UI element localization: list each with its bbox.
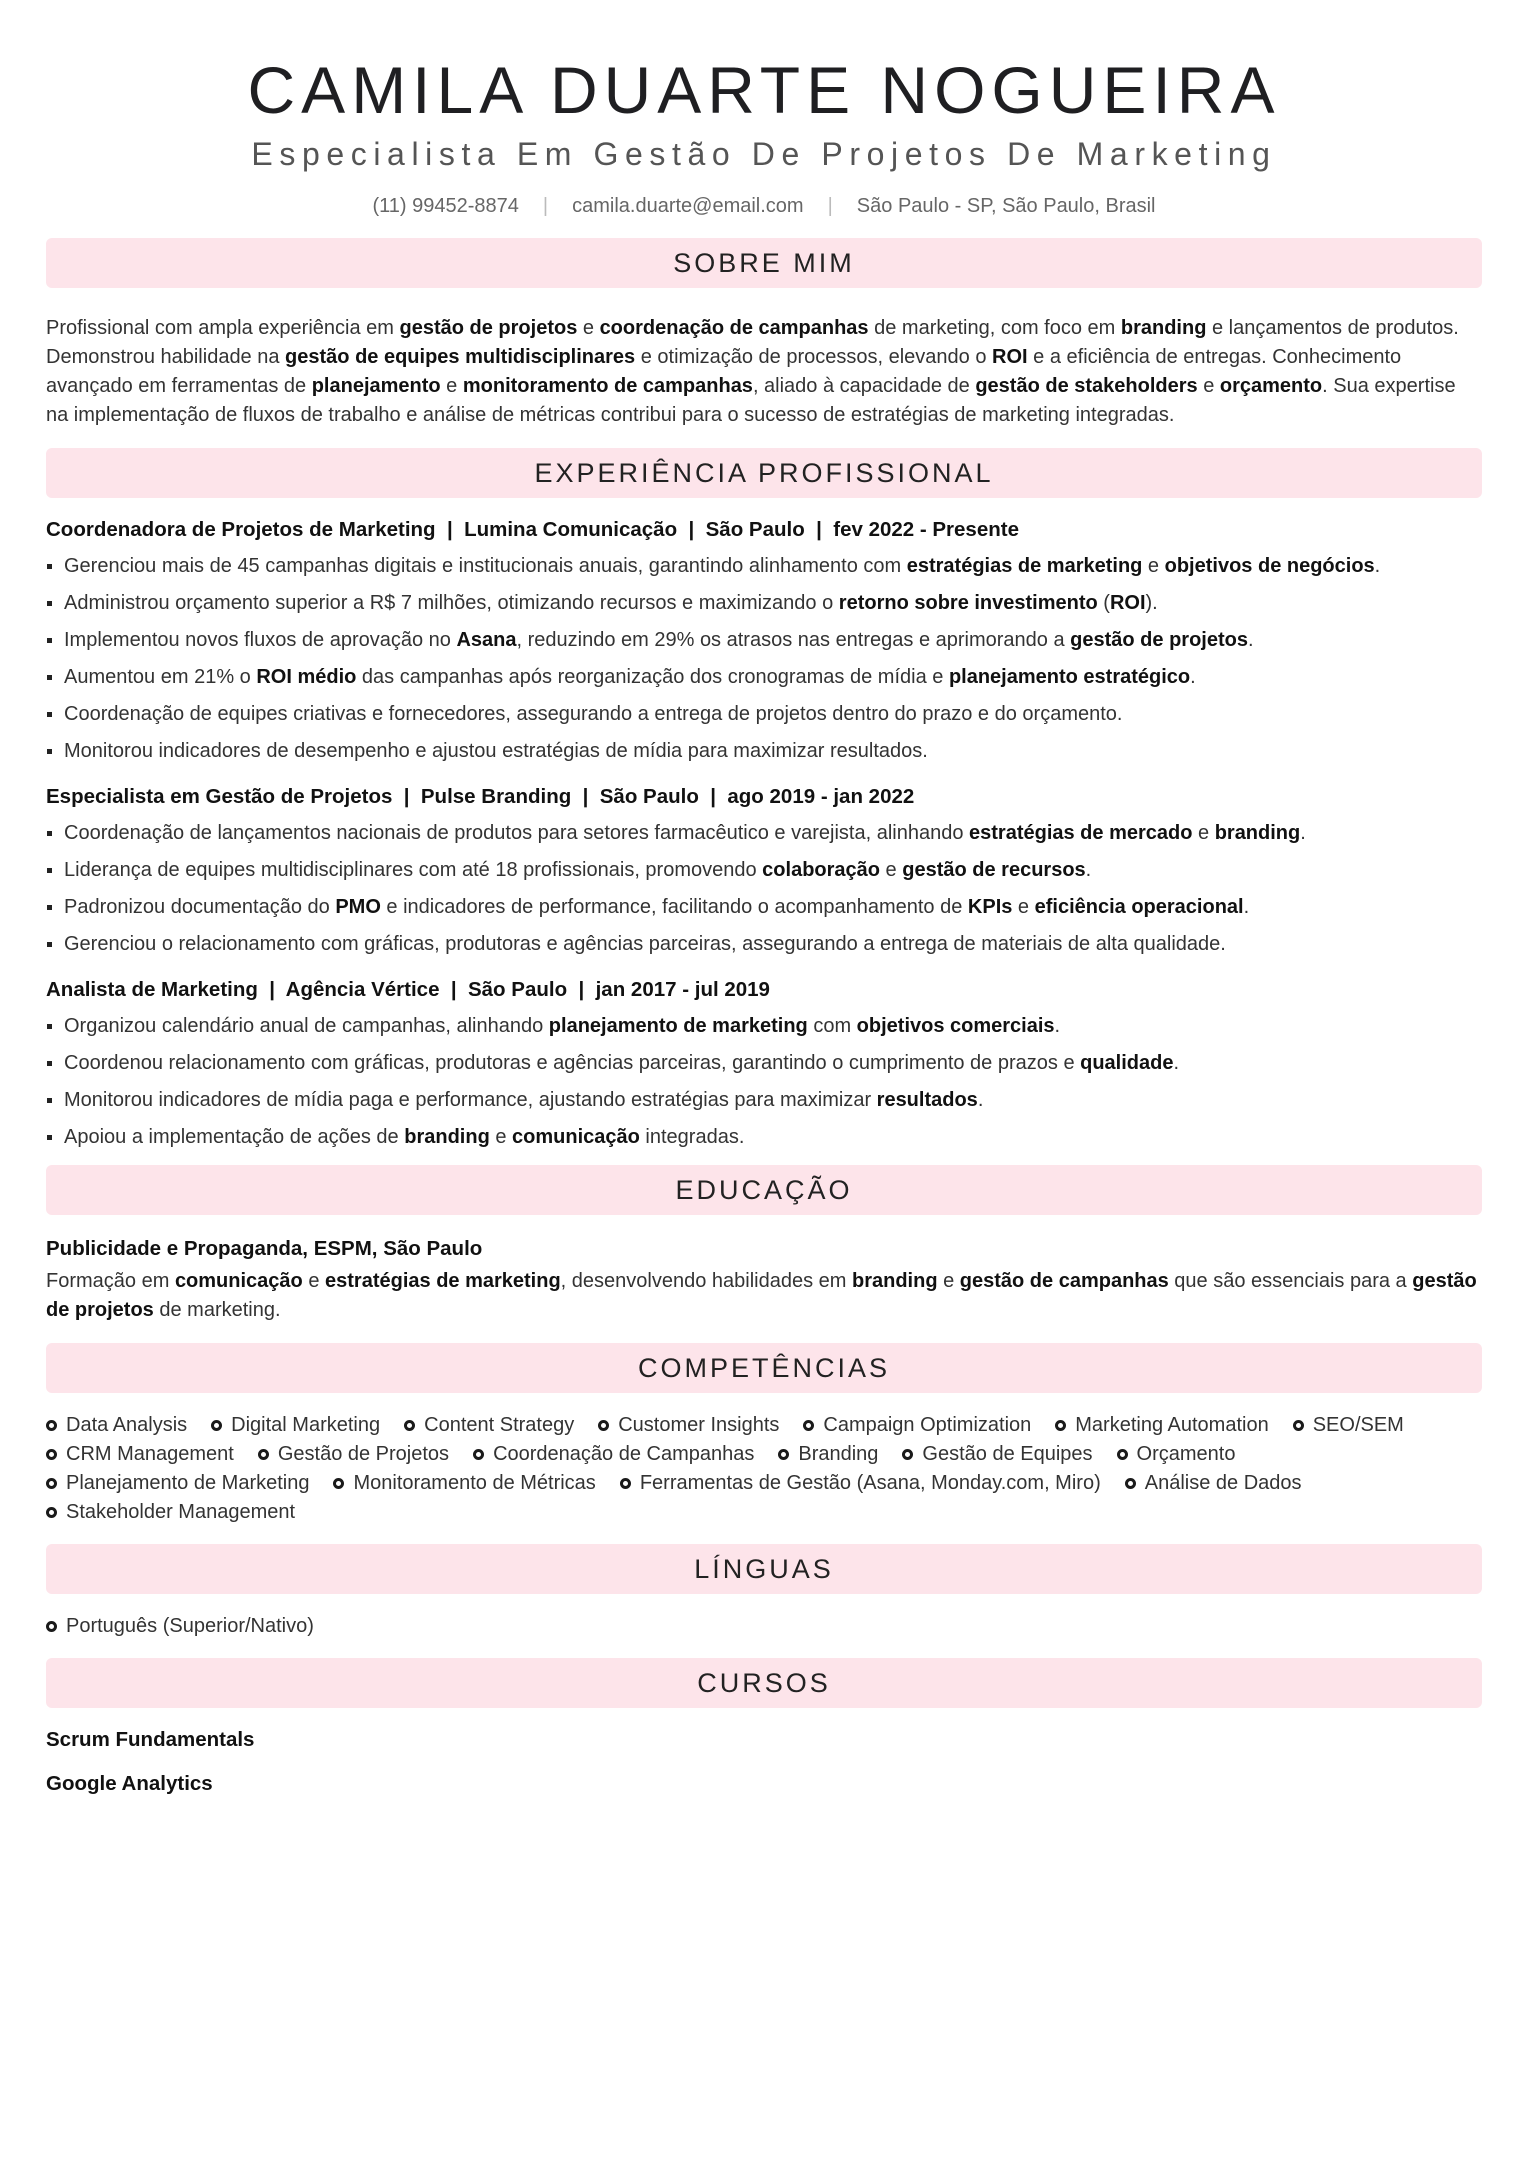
- bold-keyword: branding: [1120, 317, 1207, 339]
- job-bullet: [46, 1012, 1482, 1040]
- job-bullet: [46, 737, 1482, 765]
- bold-keyword: PMO: [335, 896, 381, 918]
- bold-keyword: planejamento de marketing: [548, 1015, 808, 1037]
- text-run: , aliado à capacidade de: [752, 375, 976, 397]
- job-bullet: [46, 856, 1482, 884]
- text-run: e lançamentos de produtos. Demonstrou habilidade na: [46, 317, 1459, 368]
- text-run: de marketing.: [153, 1299, 281, 1321]
- text-run: integradas.: [639, 1126, 745, 1148]
- text-run: Aumentou em 21% o: [64, 666, 257, 688]
- job-bullet: [46, 663, 1482, 691]
- skill-item-label: Gestão de Equipes: [922, 1443, 1093, 1465]
- bold-keyword: eficiência operacional: [1034, 896, 1244, 918]
- bold-keyword: planejamento estratégico: [948, 666, 1191, 688]
- bold-keyword: orçamento: [1219, 375, 1323, 397]
- skill-item-label: Gestão de Projetos: [277, 1443, 450, 1465]
- text-run: que são essenciais para a: [1168, 1270, 1413, 1292]
- skills-list: [46, 1411, 1482, 1526]
- skill-item-label: Stakeholder Management: [66, 1501, 296, 1523]
- text-run: e: [937, 1270, 960, 1292]
- job-title: Coordenadora de Projetos de Marketing | Lumina Comunicação | São Paulo | fev 2022 - Presente: [46, 518, 1019, 541]
- skill-item-label: SEO/SEM: [1312, 1414, 1404, 1436]
- skill-item: [598, 1411, 779, 1439]
- text-run: Organizou calendário anual de campanhas, alinhando: [64, 1015, 549, 1037]
- circle-bullet-icon: [333, 1478, 344, 1489]
- text-run: e a eficiência de entregas. Conhecimento avançado em ferramentas de: [46, 346, 1402, 397]
- section-header-languages: LÍNGUAS: [46, 1544, 1482, 1594]
- text-run: Formação em: [46, 1270, 175, 1292]
- text-run: de marketing, com foco em: [868, 317, 1121, 339]
- bold-keyword: KPIs: [967, 896, 1013, 918]
- contact-line: [46, 192, 1482, 220]
- text-run: .: [1085, 859, 1092, 881]
- text-run: .: [1300, 822, 1306, 844]
- text-run: e: [440, 375, 463, 397]
- bold-keyword: Asana: [456, 629, 517, 651]
- skill-item-label: Content Strategy: [424, 1414, 575, 1436]
- about-paragraph: [46, 314, 1482, 430]
- text-run: , desenvolvendo habilidades em: [560, 1270, 852, 1292]
- bold-keyword: gestão de projetos: [46, 1270, 1477, 1321]
- skill-item: [46, 1498, 295, 1526]
- location-text: São Paulo - SP, São Paulo, Brasil: [856, 195, 1156, 217]
- email-text: camila.duarte@email.com: [572, 195, 804, 217]
- text-run: Apoiou a implementação de ações de: [64, 1126, 405, 1148]
- section-header-experience: EXPERIÊNCIA PROFISSIONAL: [46, 448, 1482, 498]
- text-run: Liderança de equipes multidisciplinares com até 18 profissionais, promovendo: [64, 859, 763, 881]
- job-bullet: [46, 589, 1482, 617]
- job-bullets: [46, 1012, 1482, 1151]
- job-bullet: [46, 552, 1482, 580]
- job-bullet: [46, 700, 1482, 728]
- text-run: com: [807, 1015, 857, 1037]
- circle-bullet-icon: [620, 1478, 631, 1489]
- text-run: .: [1173, 1052, 1180, 1074]
- text-run: , reduzindo em 29% os atrasos nas entregas e aprimorando a: [516, 629, 1071, 651]
- skill-item: [333, 1469, 595, 1497]
- experience-list: [46, 516, 1482, 1151]
- skill-item-label: Ferramentas de Gestão (Asana, Monday.com, Miro): [639, 1472, 1101, 1494]
- text-run: .: [1374, 555, 1381, 577]
- bold-keyword: ROI: [992, 346, 1028, 368]
- bold-keyword: estratégias de mercado: [969, 822, 1193, 844]
- job-bullet: [46, 626, 1482, 654]
- skill-item-label: Campaign Optimization: [823, 1414, 1032, 1436]
- skill-item: [1293, 1411, 1404, 1439]
- skill-item-label: Data Analysis: [66, 1414, 188, 1436]
- bold-keyword: retorno sobre investimento: [838, 592, 1098, 614]
- text-run: Coordenação de lançamentos nacionais de produtos para setores farmacêutico e varejista, alinhando: [64, 822, 969, 844]
- text-run: . Sua expertise na implementação de fluxos de trabalho e análise de métricas contribui para o sucesso de estratégias de marketing integradas.: [46, 375, 1456, 426]
- job-bullets: [46, 552, 1482, 765]
- bold-keyword: gestão de projetos: [399, 317, 578, 339]
- bold-keyword: branding: [404, 1126, 490, 1148]
- job-bullet: [46, 1049, 1482, 1077]
- skill-item-label: Coordenação de Campanhas: [493, 1443, 755, 1465]
- course-item: Google Analytics: [46, 1772, 213, 1795]
- bold-keyword: gestão de stakeholders: [975, 375, 1198, 397]
- bold-keyword: objetivos comerciais: [856, 1015, 1055, 1037]
- text-run: Gerenciou o relacionamento com gráficas, produtoras e agências parceiras, assegurando a entrega de materiais de alta qualidade.: [64, 933, 1226, 955]
- separator: |: [827, 195, 833, 217]
- section-header-skills: COMPETÊNCIAS: [46, 1343, 1482, 1393]
- bold-keyword: resultados: [876, 1089, 978, 1111]
- text-run: e: [489, 1126, 513, 1148]
- bold-keyword: ROI: [1109, 592, 1146, 614]
- text-run: Monitorou indicadores de mídia paga e performance, ajustando estratégias para maximizar: [64, 1089, 877, 1111]
- skill-item-label: Branding: [798, 1443, 879, 1465]
- education-description: [46, 1267, 1482, 1325]
- education-title: Publicidade e Propaganda, ESPM, São Paulo: [46, 1237, 483, 1260]
- skill-item: [1125, 1469, 1302, 1497]
- skill-item: [46, 1469, 309, 1497]
- skill-item: [258, 1440, 449, 1468]
- skill-item: [1117, 1440, 1236, 1468]
- bold-keyword: comunicação: [174, 1270, 303, 1292]
- circle-bullet-icon: [473, 1449, 484, 1460]
- section-header-about: SOBRE MIM: [46, 238, 1482, 288]
- circle-bullet-icon: [778, 1449, 789, 1460]
- skill-item-label: Customer Insights: [618, 1414, 780, 1436]
- circle-bullet-icon: [211, 1420, 222, 1431]
- skill-item: [404, 1411, 574, 1439]
- bold-keyword: objetivos de negócios: [1164, 555, 1375, 577]
- bold-keyword: qualidade: [1080, 1052, 1174, 1074]
- text-run: e: [1192, 822, 1215, 844]
- skill-item-label: Análise de Dados: [1144, 1472, 1302, 1494]
- job-title: Especialista em Gestão de Projetos | Pulse Branding | São Paulo | ago 2019 - jan 2022: [46, 785, 915, 808]
- bold-keyword: estratégias de marketing: [906, 555, 1143, 577]
- job-bullet: [46, 930, 1482, 958]
- skill-item-label: Marketing Automation: [1075, 1414, 1269, 1436]
- text-run: Profissional com ampla experiência em: [46, 317, 400, 339]
- skill-item-label: Digital Marketing: [231, 1414, 381, 1436]
- skill-item: [1055, 1411, 1268, 1439]
- text-run: Administrou orçamento superior a R$ 7 milhões, otimizando recursos e maximizando o: [64, 592, 839, 614]
- separator: |: [542, 195, 549, 217]
- job-bullet: [46, 1086, 1482, 1114]
- candidate-title: Especialista Em Gestão De Projetos De Marketing: [251, 136, 1277, 172]
- bold-keyword: monitoramento de campanhas: [462, 375, 753, 397]
- circle-bullet-icon: [1055, 1420, 1066, 1431]
- job-bullet: [46, 819, 1482, 847]
- courses-list: [46, 1726, 1482, 1798]
- text-run: e: [1142, 555, 1165, 577]
- text-run: (: [1097, 592, 1110, 614]
- text-run: .: [1190, 666, 1196, 688]
- text-run: Gerenciou mais de 45 campanhas digitais e institucionais anuais, garantindo alinhamento com: [64, 555, 907, 577]
- bold-keyword: comunicação: [512, 1126, 640, 1148]
- bold-keyword: gestão de campanhas: [959, 1270, 1169, 1292]
- text-run: .: [1243, 896, 1250, 918]
- text-run: e otimização de processos, elevando o: [635, 346, 993, 368]
- text-run: e: [1012, 896, 1035, 918]
- circle-bullet-icon: [46, 1420, 57, 1431]
- text-run: e: [880, 859, 903, 881]
- bold-keyword: branding: [851, 1270, 938, 1292]
- skill-item-label: Monitoramento de Métricas: [353, 1472, 596, 1494]
- text-run: e: [302, 1270, 326, 1292]
- bold-keyword: gestão de recursos: [902, 859, 1086, 881]
- text-run: Coordenação de equipes criativas e fornecedores, assegurando a entrega de projetos dentro do prazo e do orçamento.: [64, 703, 1123, 725]
- job-title: Analista de Marketing | Agência Vértice | São Paulo | jan 2017 - jul 2019: [46, 978, 770, 1001]
- text-run: Coordenou relacionamento com gráficas, produtoras e agências parceiras, garantindo o cumprimento de prazos e: [64, 1052, 1081, 1074]
- text-run: e: [1197, 375, 1220, 397]
- circle-bullet-icon: [404, 1420, 415, 1431]
- circle-bullet-icon: [803, 1420, 814, 1431]
- languages-list: [46, 1612, 1482, 1640]
- course-item: Scrum Fundamentals: [46, 1728, 255, 1751]
- circle-bullet-icon: [1293, 1420, 1304, 1431]
- bold-keyword: gestão de equipes multidisciplinares: [285, 346, 636, 368]
- circle-bullet-icon: [46, 1507, 57, 1518]
- circle-bullet-icon: [902, 1449, 913, 1460]
- text-run: .: [977, 1089, 984, 1111]
- job-bullet: [46, 893, 1482, 921]
- skill-item: [902, 1440, 1092, 1468]
- text-run: .: [1054, 1015, 1061, 1037]
- skill-item: [46, 1411, 187, 1439]
- circle-bullet-icon: [46, 1449, 57, 1460]
- text-run: Padronizou documentação do: [64, 896, 336, 918]
- language-item-label: Português (Superior/Nativo): [66, 1615, 314, 1637]
- phone-text: (11) 99452-8874: [372, 195, 519, 217]
- skill-item: [620, 1469, 1101, 1497]
- skill-item: [211, 1411, 380, 1439]
- text-run: e indicadores de performance, facilitando o acompanhamento de: [380, 896, 968, 918]
- circle-bullet-icon: [1125, 1478, 1136, 1489]
- bold-keyword: estratégias de marketing: [325, 1270, 561, 1292]
- skill-item: [46, 1440, 234, 1468]
- text-run: ).: [1145, 592, 1158, 614]
- circle-bullet-icon: [46, 1621, 57, 1632]
- skill-item: [473, 1440, 754, 1468]
- bold-keyword: gestão de projetos: [1070, 629, 1248, 651]
- text-run: Monitorou indicadores de desempenho e ajustou estratégias de mídia para maximizar resultados.: [64, 740, 928, 762]
- skill-item: [803, 1411, 1031, 1439]
- bold-keyword: branding: [1214, 822, 1301, 844]
- section-header-education: EDUCAÇÃO: [46, 1165, 1482, 1215]
- candidate-name: CAMILA DUARTE NOGUEIRA: [247, 53, 1281, 127]
- text-run: das campanhas após reorganização dos cronogramas de mídia e: [356, 666, 949, 688]
- resume-header: [46, 0, 1482, 220]
- text-run: Implementou novos fluxos de aprovação no: [64, 629, 457, 651]
- skill-item-label: Planejamento de Marketing: [66, 1472, 310, 1494]
- language-item: [46, 1612, 314, 1640]
- circle-bullet-icon: [1117, 1449, 1128, 1460]
- skill-item: [778, 1440, 878, 1468]
- bold-keyword: colaboração: [762, 859, 880, 881]
- job-bullet: [46, 1123, 1482, 1151]
- text-run: e: [577, 317, 600, 339]
- skill-item-label: Orçamento: [1136, 1443, 1236, 1465]
- job-bullets: [46, 819, 1482, 958]
- skill-item-label: CRM Management: [66, 1443, 234, 1465]
- circle-bullet-icon: [258, 1449, 269, 1460]
- circle-bullet-icon: [598, 1420, 609, 1431]
- bold-keyword: planejamento: [311, 375, 441, 397]
- bold-keyword: coordenação de campanhas: [599, 317, 869, 339]
- text-run: .: [1247, 629, 1254, 651]
- bold-keyword: ROI médio: [256, 666, 357, 688]
- circle-bullet-icon: [46, 1478, 57, 1489]
- section-header-courses: CURSOS: [46, 1658, 1482, 1708]
